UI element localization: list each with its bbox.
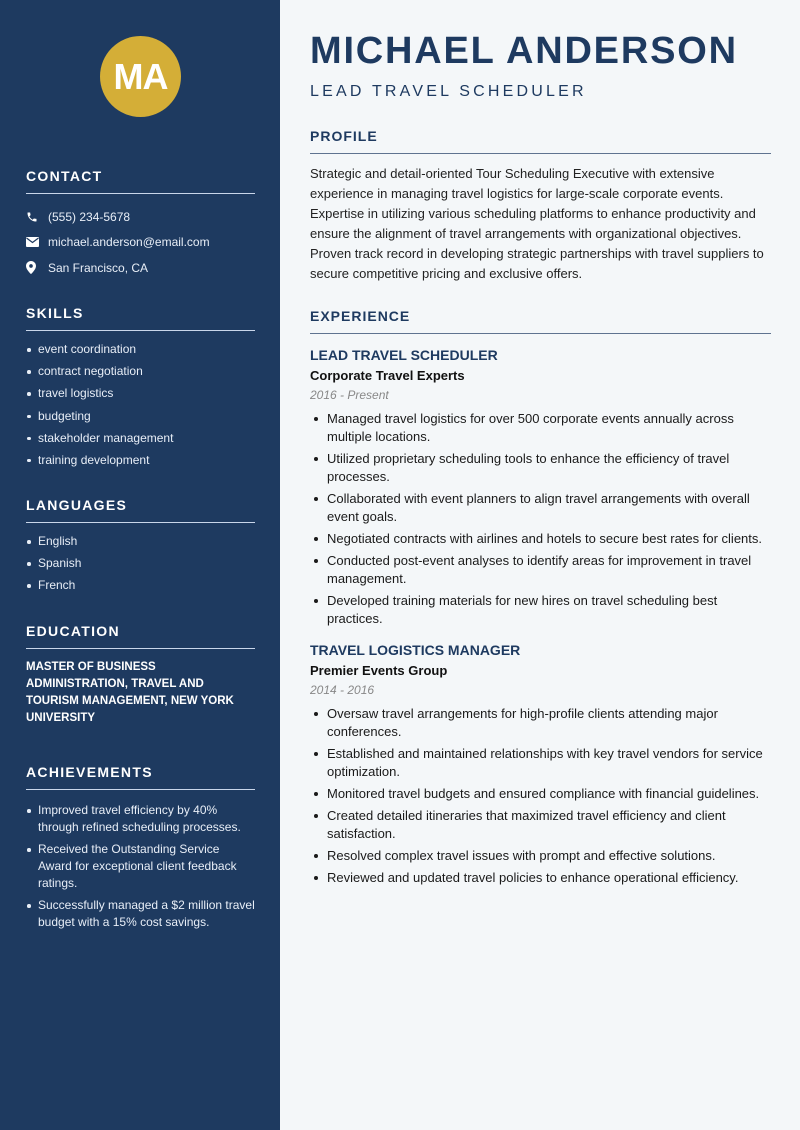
contact-heading: CONTACT — [26, 168, 255, 194]
main-content — [280, 0, 800, 1130]
job-dates: 2014 - 2016 — [310, 683, 375, 697]
language-item: Spanish — [26, 555, 255, 572]
job-bullet: Created detailed itineraries that maximized travel efficiency and client satisfaction. — [310, 807, 771, 843]
job-bullet: Reviewed and updated travel policies to enhance operational efficiency. — [310, 869, 771, 887]
contact-location-text: San Francisco, CA — [48, 260, 149, 275]
job-company: Premier Events Group — [310, 663, 448, 678]
sidebar — [0, 0, 280, 1130]
skills-heading: SKILLS — [26, 305, 255, 331]
language-item: English — [26, 533, 255, 550]
experience-heading: EXPERIENCE — [310, 308, 771, 334]
education-section — [26, 623, 255, 727]
achievements-list — [26, 802, 255, 931]
phone-icon — [26, 211, 48, 223]
skill-item: budgeting — [26, 408, 255, 425]
job-dates: 2016 - Present — [310, 388, 389, 402]
contact-phone-text: (555) 234-5678 — [48, 209, 131, 224]
achievement-item: Improved travel efficiency by 40% through refined scheduling processes. — [26, 802, 255, 836]
achievement-item: Received the Outstanding Service Award for exceptional client feedback ratings. — [26, 841, 255, 892]
skill-item: stakeholder management — [26, 430, 255, 447]
job-bullet: Managed travel logistics for over 500 corporate events annually across multiple locations. — [310, 410, 771, 446]
profile-heading: PROFILE — [310, 128, 771, 154]
job-bullet: Conducted post-event analyses to identify areas for improvement in travel management. — [310, 552, 771, 588]
job-bullet: Oversaw travel arrangements for high-profile clients attending major conferences. — [310, 705, 771, 741]
contact-section — [26, 168, 255, 281]
job-bullets — [310, 705, 771, 887]
contact-email-text: michael.anderson@email.com — [48, 235, 210, 250]
profile-section — [310, 128, 771, 284]
job-title: TRAVEL LOGISTICS MANAGER — [310, 642, 521, 658]
experience-section — [310, 308, 771, 901]
achievements-section — [26, 764, 255, 937]
job-bullet: Established and maintained relationships with key travel vendors for service optimization. — [310, 745, 771, 781]
job-entry — [310, 642, 771, 887]
skill-item: travel logistics — [26, 385, 255, 402]
job-bullet: Negotiated contracts with airlines and hotels to secure best rates for clients. — [310, 530, 771, 548]
contact-phone — [26, 204, 255, 230]
job-bullet: Developed training materials for new hires on travel scheduling best practices. — [310, 592, 771, 628]
job-company: Corporate Travel Experts — [310, 368, 465, 383]
candidate-name: MICHAEL ANDERSON — [310, 30, 738, 72]
languages-list — [26, 533, 255, 594]
job-bullet: Utilized proprietary scheduling tools to enhance the efficiency of travel processes. — [310, 450, 771, 486]
languages-section — [26, 497, 255, 600]
profile-text: Strategic and detail-oriented Tour Scheduling Executive with extensive experience in managing travel logistics for large-scale corporate events. Expertise in utilizing various scheduling platforms to enhance productivity and ensure the alignment of travel arrangements with organizational objectives. Proven track record in developing strategic partnerships with travel suppliers to secure competitive pricing and exclusive offers. — [310, 166, 764, 281]
skills-section — [26, 305, 255, 474]
skill-item: training development — [26, 452, 255, 469]
contact-email — [26, 230, 255, 256]
skills-list — [26, 341, 255, 469]
skill-item: event coordination — [26, 341, 255, 358]
skill-item: contract negotiation — [26, 363, 255, 380]
email-icon — [26, 237, 48, 247]
job-bullet: Collaborated with event planners to align travel arrangements with overall event goals. — [310, 490, 771, 526]
achievements-heading: ACHIEVEMENTS — [26, 764, 255, 790]
job-bullet: Monitored travel budgets and ensured compliance with financial guidelines. — [310, 785, 771, 803]
contact-location — [26, 255, 255, 281]
languages-heading: LANGUAGES — [26, 497, 255, 523]
job-bullets — [310, 410, 771, 628]
job-title: LEAD TRAVEL SCHEDULER — [310, 347, 498, 363]
language-item: French — [26, 577, 255, 594]
job-bullet: Resolved complex travel issues with prompt and effective solutions. — [310, 847, 771, 865]
education-degree: MASTER OF BUSINESS ADMINISTRATION, TRAVEL AND TOURISM MANAGEMENT, NEW YORK UNIVERSITY — [26, 661, 234, 724]
achievement-item: Successfully managed a $2 million travel budget with a 15% cost savings. — [26, 897, 255, 931]
education-heading: EDUCATION — [26, 623, 255, 649]
avatar: MA — [100, 36, 181, 117]
location-icon — [26, 261, 48, 274]
candidate-title: LEAD TRAVEL SCHEDULER — [310, 83, 587, 100]
job-entry — [310, 347, 771, 628]
